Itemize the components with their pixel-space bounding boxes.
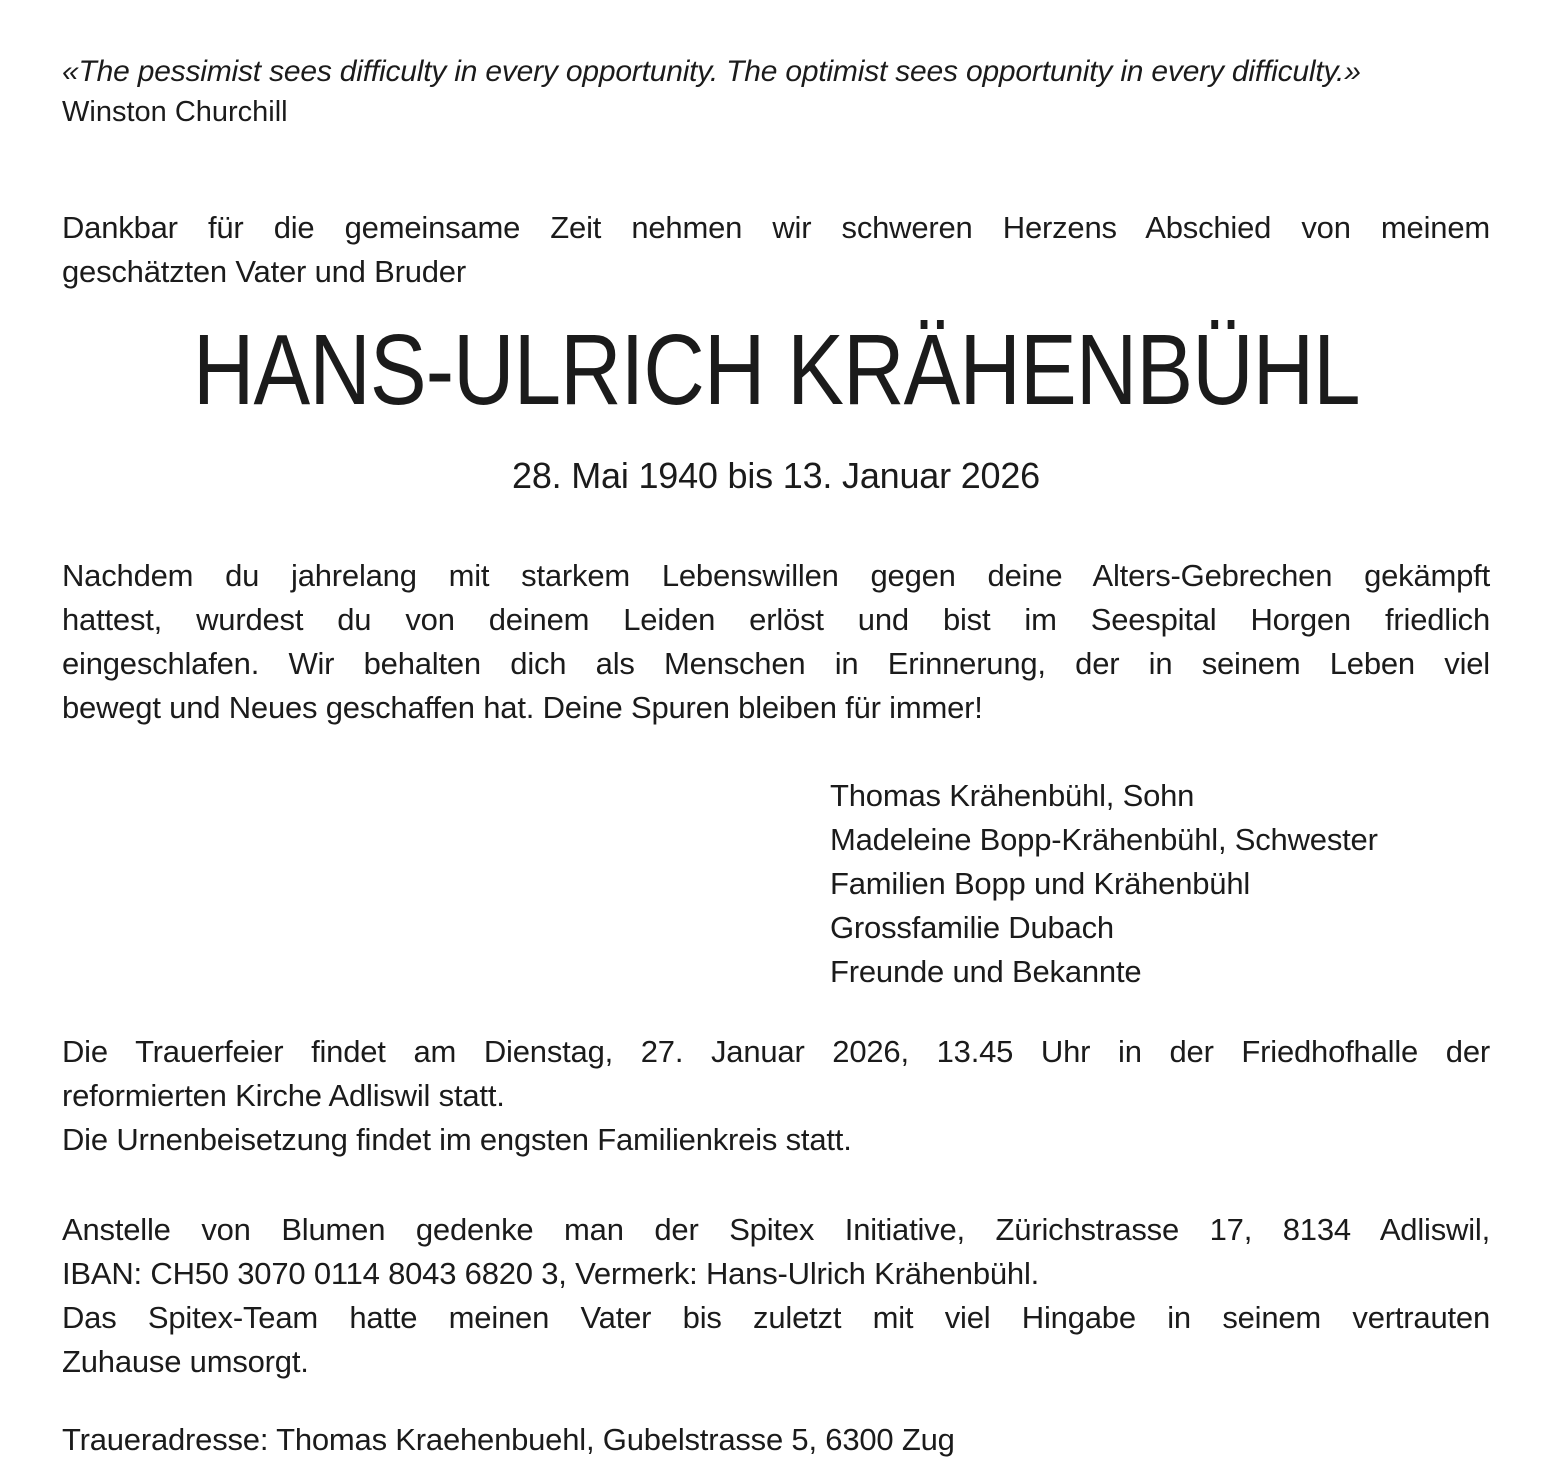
intro-line: Dankbar für die gemeinsame Zeit nehmen wir schweren Herzens Abschied von meinem [62, 210, 1490, 245]
service-line: Die Urnenbeisetzung findet im engsten Familienkreis statt. [62, 1122, 852, 1157]
obituary-line: eingeschlafen. Wir behalten dich als Menschen in Erinnerung, der in seinem Leben viel [62, 646, 1490, 681]
donation-line: IBAN: CH50 3070 0114 8043 6820 3, Vermerk: Hans-Ulrich Krähenbühl. [62, 1256, 1040, 1291]
mourners-list [62, 774, 1490, 994]
quote-author: Winston Churchill [62, 96, 288, 128]
service-line: Die Trauerfeier findet am Dienstag, 27. Januar 2026, 13.45 Uhr in der Friedhofhalle der [62, 1034, 1490, 1069]
obituary-paragraph [62, 554, 1490, 730]
donation-line: Anstelle von Blumen gedenke man der Spitex Initiative, Zürichstrasse 17, 8134 Adliswil, [62, 1212, 1490, 1247]
intro-line: geschätzten Vater und Bruder [62, 254, 466, 289]
donation-line: Zuhause umsorgt. [62, 1344, 309, 1379]
intro-paragraph [62, 206, 1490, 294]
donation-info [62, 1208, 1490, 1384]
mourner-line: Madeleine Bopp-Krähenbühl, Schwester [830, 822, 1378, 857]
service-line: reformierten Kirche Adliswil statt. [62, 1078, 505, 1113]
quote-text: «The pessimist sees difficulty in every opportunity. The optimist sees opportunity in every difficulty.» [62, 55, 1361, 88]
deceased-name-row [62, 314, 1490, 452]
obituary-line: Nachdem du jahrelang mit starkem Lebenswillen gegen deine Alters-Gebrechen gekämpft [62, 558, 1490, 593]
mourner-line: Freunde und Bekannte [830, 954, 1142, 989]
mourning-address: Traueradresse: Thomas Kraehenbuehl, Gubelstrasse 5, 6300 Zug [62, 1422, 955, 1457]
life-dates: 28. Mai 1940 bis 13. Januar 2026 [512, 455, 1040, 496]
mourner-line: Familien Bopp und Krähenbühl [830, 866, 1251, 901]
donation-line: Das Spitex-Team hatte meinen Vater bis zuletzt mit viel Hingabe in seinem vertrauten [62, 1300, 1490, 1335]
mourner-line: Thomas Krähenbühl, Sohn [830, 778, 1195, 813]
obituary-line: hattest, wurdest du von deinem Leiden erlöst und bist im Seespital Horgen friedlich [62, 602, 1490, 637]
obituary-line: bewegt und Neues geschaffen hat. Deine Spuren bleiben für immer! [62, 690, 983, 725]
deceased-name: HANS-ULRICH KRÄHENBÜHL [192, 314, 1360, 426]
service-info [62, 1030, 1490, 1162]
mourner-line: Grossfamilie Dubach [830, 910, 1114, 945]
quote-block [62, 52, 1490, 132]
